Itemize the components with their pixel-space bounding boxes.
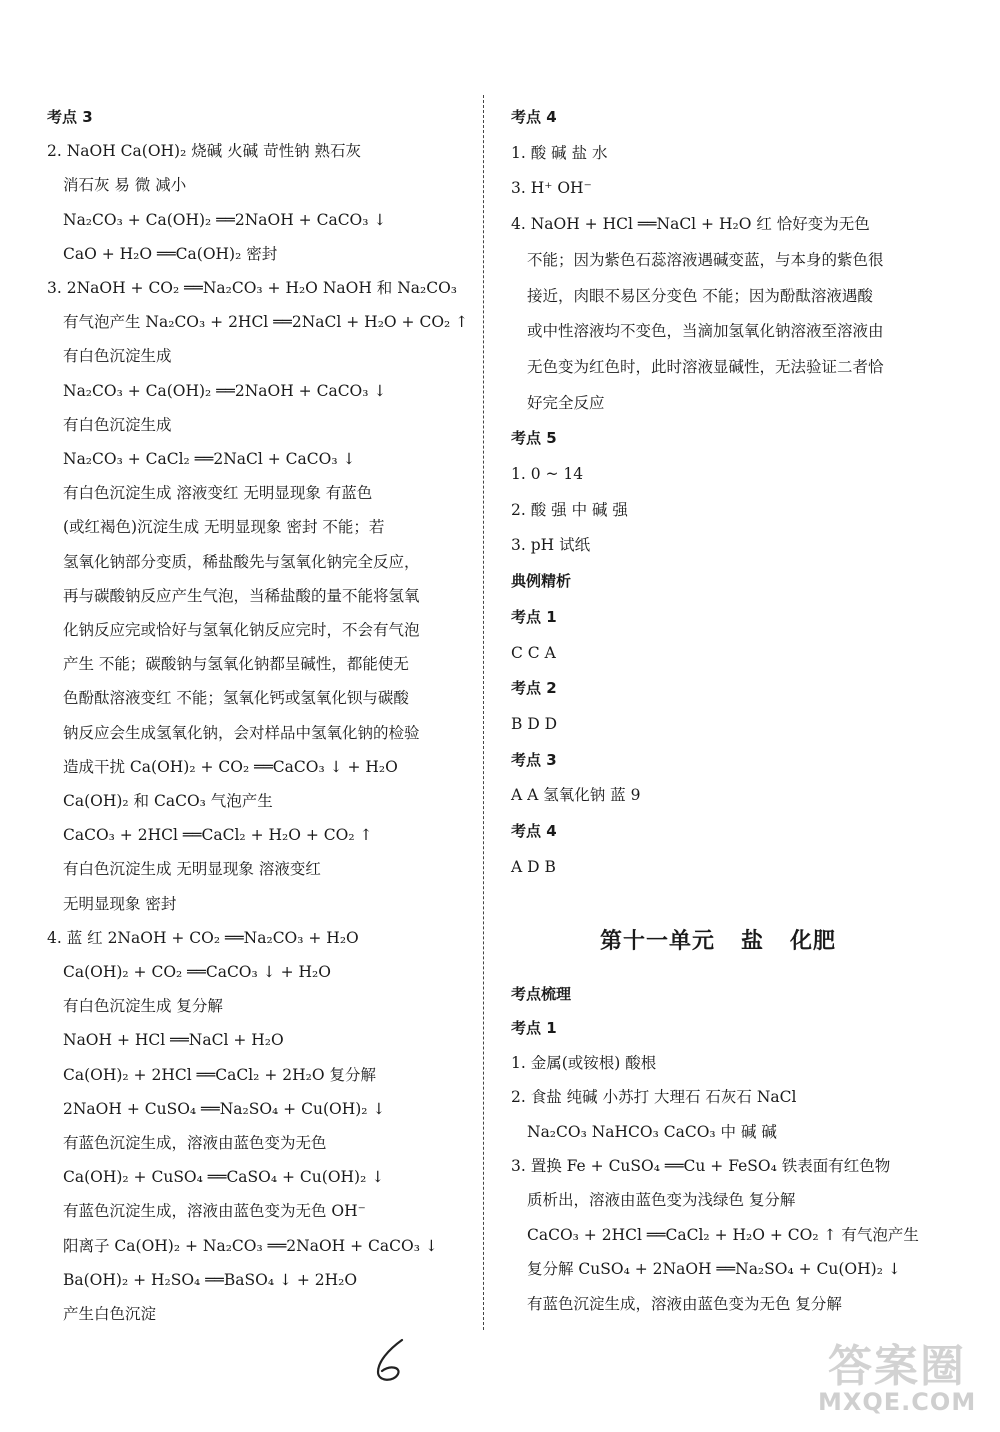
answer-line: 3. 2NaOH + CO₂ ══Na₂CO₃ + H₂O NaOH 和 Na₂CO₃ xyxy=(47,279,458,297)
answer-line: 2. 酸 强 中 碱 强 xyxy=(511,500,628,519)
answer-line: 有白色沉淀生成 xyxy=(63,415,172,434)
answer-line: 产生白色沉淀 xyxy=(63,1305,157,1323)
answer-line: A A 氢氧化钠 蓝 9 xyxy=(511,786,641,805)
watermark-url: MXQE.COM xyxy=(818,1388,977,1416)
answer-line: 造成干扰 Ca(OH)₂ + CO₂ ══CaCO₃ ↓ + H₂O xyxy=(63,757,398,776)
answer-line: 无色变为红色时，此时溶液显碱性，无法验证二者恰 xyxy=(527,357,884,376)
watermark xyxy=(818,1330,988,1420)
answer-line: 4. NaOH + HCl ══NaCl + H₂O 红 恰好变为无色 xyxy=(511,215,870,234)
section-heading: 考点 3 xyxy=(511,750,557,769)
answer-line: 有白色沉淀生成 复分解 xyxy=(63,997,223,1016)
answer-line: 消石灰 易 微 减小 xyxy=(63,176,187,195)
answer-line: 有蓝色沉淀生成，溶液由蓝色变为无色 xyxy=(63,1134,327,1152)
section-heading: 考点 1 xyxy=(511,1019,557,1038)
answer-line: 3. pH 试纸 xyxy=(511,536,591,555)
section-heading: 考点 1 xyxy=(511,607,557,626)
answer-line: Ca(OH)₂ 和 CaCO₃ 气泡产生 xyxy=(63,792,273,810)
answer-line: Ca(OH)₂ + CuSO₄ ══CaSO₄ + Cu(OH)₂ ↓ xyxy=(63,1168,385,1187)
section-heading: 考点梳理 xyxy=(511,985,572,1003)
answer-line: 钠反应会生成氢氧化钠，会对样品中氢氧化钠的检验 xyxy=(63,723,420,742)
answer-line: (或红褐色)沉淀生成 无明显现象 密封 不能；若 xyxy=(63,518,385,537)
answer-line: 有白色沉淀生成 溶液变红 无明显现象 有蓝色 xyxy=(63,484,373,503)
answer-line: 3. 置换 Fe + CuSO₄ ══Cu + FeSO₄ 铁表面有红色物 xyxy=(511,1157,891,1175)
answer-line: 2NaOH + CuSO₄ ══Na₂SO₄ + Cu(OH)₂ ↓ xyxy=(63,1099,386,1118)
answer-line: 化钠反应完或恰好与氢氧化钠反应完时，不会有气泡 xyxy=(63,621,420,639)
answer-line: 再与碳酸钠反应产生气泡，当稀盐酸的量不能将氢氧 xyxy=(63,586,420,605)
answer-line: 色酚酞溶液变红 不能；氢氧化钙或氢氧化钡与碳酸 xyxy=(63,689,409,708)
answer-line: 氢氧化钠部分变质，稀盐酸先与氢氧化钠完全反应， xyxy=(63,552,420,571)
answer-line: 不能；因为紫色石蕊溶液遇碱变蓝，与本身的紫色很 xyxy=(527,250,884,269)
answer-line: Na₂CO₃ + Ca(OH)₂ ══2NaOH + CaCO₃ ↓ xyxy=(63,210,387,229)
answer-line: 质析出，溶液由蓝色变为浅绿色 复分解 xyxy=(527,1191,796,1210)
answer-line: 有蓝色沉淀生成，溶液由蓝色变为无色 OH⁻ xyxy=(63,1202,366,1221)
answer-line: CaCO₃ + 2HCl ══CaCl₂ + H₂O + CO₂ ↑ 有气泡产生 xyxy=(527,1225,919,1244)
section-heading: 考点 2 xyxy=(511,679,557,698)
unit-title: 第十一单元 盐 化肥 xyxy=(600,929,836,954)
answer-line: 1. 金属(或铵根) 酸根 xyxy=(511,1053,657,1072)
answer-line: 阳离子 Ca(OH)₂ + Na₂CO₃ ══2NaOH + CaCO₃ ↓ xyxy=(63,1236,438,1255)
answer-line: 产生 不能；碳酸钠与氢氧化钠都呈碱性，都能使无 xyxy=(63,655,409,674)
answer-line: 有白色沉淀生成 无明显现象 溶液变红 xyxy=(63,860,321,879)
answer-line: Ba(OH)₂ + H₂SO₄ ══BaSO₄ ↓ + 2H₂O xyxy=(63,1270,358,1289)
page-number xyxy=(368,1336,416,1386)
section-heading: 考点 4 xyxy=(511,822,557,840)
answer-line: C C A xyxy=(511,643,556,662)
answer-line: CaCO₃ + 2HCl ══CaCl₂ + H₂O + CO₂ ↑ xyxy=(63,826,373,845)
answer-line: Na₂CO₃ + Ca(OH)₂ ══2NaOH + CaCO₃ ↓ xyxy=(63,381,387,400)
answer-line: 1. 酸 碱 盐 水 xyxy=(511,143,608,162)
answer-line: 1. 0 ~ 14 xyxy=(511,465,584,483)
answer-line: 3. H⁺ OH⁻ xyxy=(511,179,592,198)
answer-line: 有气泡产生 Na₂CO₃ + 2HCl ══2NaCl + H₂O + CO₂ ↑ xyxy=(63,313,469,332)
answer-line: B D D xyxy=(511,714,558,733)
answer-line: 复分解 CuSO₄ + 2NaOH ══Na₂SO₄ + Cu(OH)₂ ↓ xyxy=(527,1260,901,1279)
section-heading: 考点 3 xyxy=(47,108,93,126)
handwritten-page-number-icon xyxy=(368,1336,416,1386)
answer-line: 有白色沉淀生成 xyxy=(63,347,172,366)
watermark-logo: 答案圈 xyxy=(828,1341,966,1392)
answer-line: 有蓝色沉淀生成，溶液由蓝色变为无色 复分解 xyxy=(527,1294,842,1313)
answer-line: 4. 蓝 红 2NaOH + CO₂ ══Na₂CO₃ + H₂O xyxy=(47,928,359,947)
section-heading: 考点 4 xyxy=(511,108,557,126)
answer-line: CaO + H₂O ══Ca(OH)₂ 密封 xyxy=(63,244,278,263)
answer-line: 2. 食盐 纯碱 小苏打 大理石 石灰石 NaCl xyxy=(511,1088,797,1107)
answer-line: 2. NaOH Ca(OH)₂ 烧碱 火碱 苛性钠 熟石灰 xyxy=(47,142,362,161)
answer-line: NaOH + HCl ══NaCl + H₂O xyxy=(63,1031,284,1050)
answer-line: Na₂CO₃ NaHCO₃ CaCO₃ 中 碱 碱 xyxy=(527,1122,777,1141)
column-divider xyxy=(483,95,484,1330)
answer-line: 接近，肉眼不易区分变色 不能；因为酚酞溶液遇酸 xyxy=(527,286,873,305)
answer-line: 无明显现象 密封 xyxy=(63,894,177,913)
answer-line: 好完全反应 xyxy=(527,393,605,412)
answer-line: Ca(OH)₂ + 2HCl ══CaCl₂ + 2H₂O 复分解 xyxy=(63,1065,376,1084)
answer-line: Na₂CO₃ + CaCl₂ ══2NaCl + CaCO₃ ↓ xyxy=(63,450,356,468)
answer-line: A D B xyxy=(511,857,556,876)
section-heading: 典例精析 xyxy=(511,572,572,591)
answer-line: Ca(OH)₂ + CO₂ ══CaCO₃ ↓ + H₂O xyxy=(63,963,331,981)
answer-line: 或中性溶液均不变色，当滴加氢氧化钠溶液至溶液由 xyxy=(527,322,884,341)
section-heading: 考点 5 xyxy=(511,429,557,448)
